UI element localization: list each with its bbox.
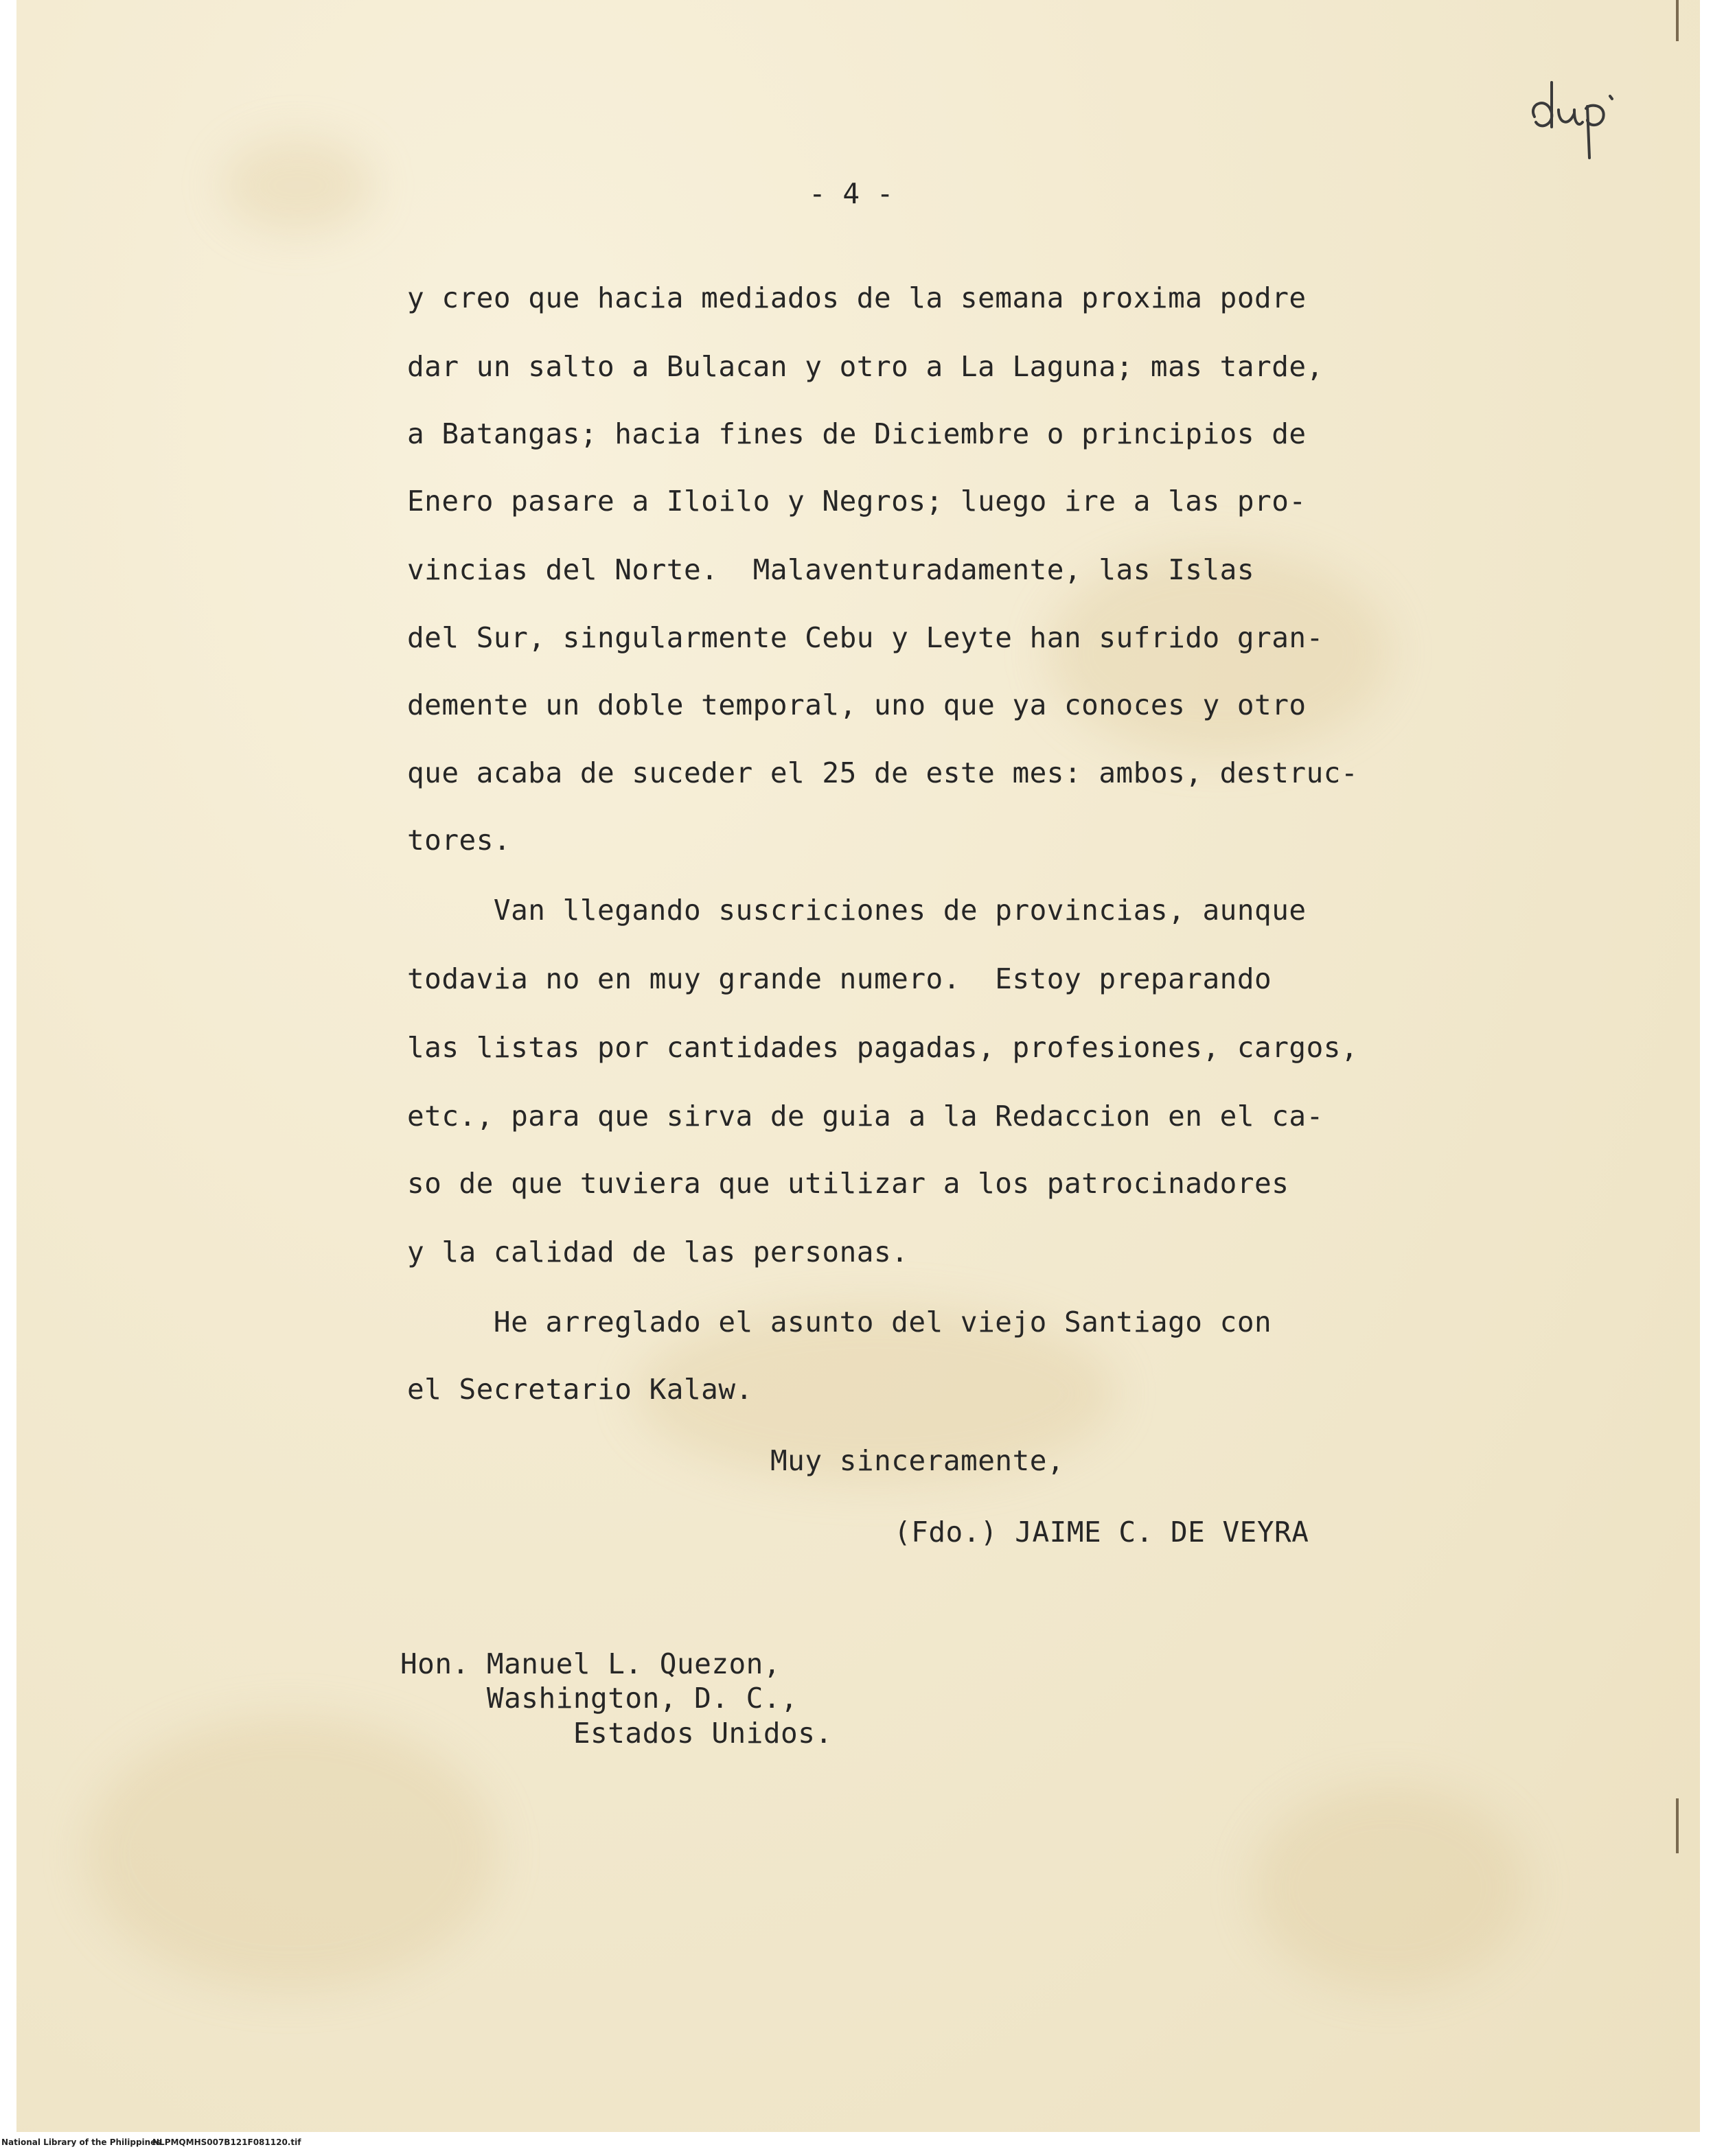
footer-filename: NLPMQMHS007B121F081120.tif (152, 2137, 301, 2147)
body-line: He arreglado el asunto del viejo Santiago con (407, 1306, 1272, 1338)
body-line: y creo que hacia mediados de la semana proxima podre (407, 281, 1307, 314)
page-number: - 4 - (809, 177, 894, 210)
footer-institution: National Library of the Philippines (1, 2137, 161, 2147)
paper-stain (222, 137, 373, 233)
body-line: Enero pasare a Iloilo y Negros; luego ire a las pro- (407, 485, 1307, 518)
body-line: que acaba de suceder el 25 de este mes: ambos, destruc- (407, 756, 1359, 789)
body-line: todavia no en muy grande numero. Estoy preparando (407, 962, 1272, 995)
body-line: so de que tuviera que utilizar a los patrocinadores (407, 1167, 1289, 1200)
paper-stain (85, 1716, 497, 1991)
body-line: vincias del Norte. Malaventuradamente, las Islas (407, 553, 1255, 586)
signature: (Fdo.) JAIME C. DE VEYRA (894, 1516, 1309, 1549)
body-line: y la calidad de las personas. (407, 1236, 909, 1268)
body-line: dar un salto a Bulacan y otro a La Laguna; mas tarde, (407, 350, 1324, 383)
closing-salutation: Muy sinceramente, (770, 1444, 1065, 1477)
body-line: del Sur, singularmente Cebu y Leyte han sufrido gran- (407, 621, 1324, 654)
body-line: las listas por cantidades pagadas, profesiones, cargos, (407, 1031, 1359, 1064)
body-line: tores. (407, 824, 511, 857)
address-line: Washington, D. C., (400, 1682, 798, 1715)
address-line: Hon. Manuel L. Quezon, (400, 1647, 781, 1680)
address-line: Estados Unidos. (400, 1717, 833, 1750)
body-line: el Secretario Kalaw. (407, 1373, 753, 1406)
body-line: Van llegando suscriciones de provincias, aunque (407, 894, 1307, 927)
paper-stain (1252, 1785, 1527, 1991)
paper-sheet (16, 0, 1700, 2132)
page-edge-mark (1676, 0, 1679, 41)
body-line: a Batangas; hacia fines de Diciembre o principios de (407, 417, 1307, 450)
page-edge-mark (1676, 1798, 1679, 1853)
body-line: etc., para que sirva de guia a la Redaccion en el ca- (407, 1100, 1324, 1133)
handwritten-note-dup (1521, 55, 1644, 165)
body-line: demente un doble temporal, uno que ya conoces y otro (407, 688, 1307, 721)
